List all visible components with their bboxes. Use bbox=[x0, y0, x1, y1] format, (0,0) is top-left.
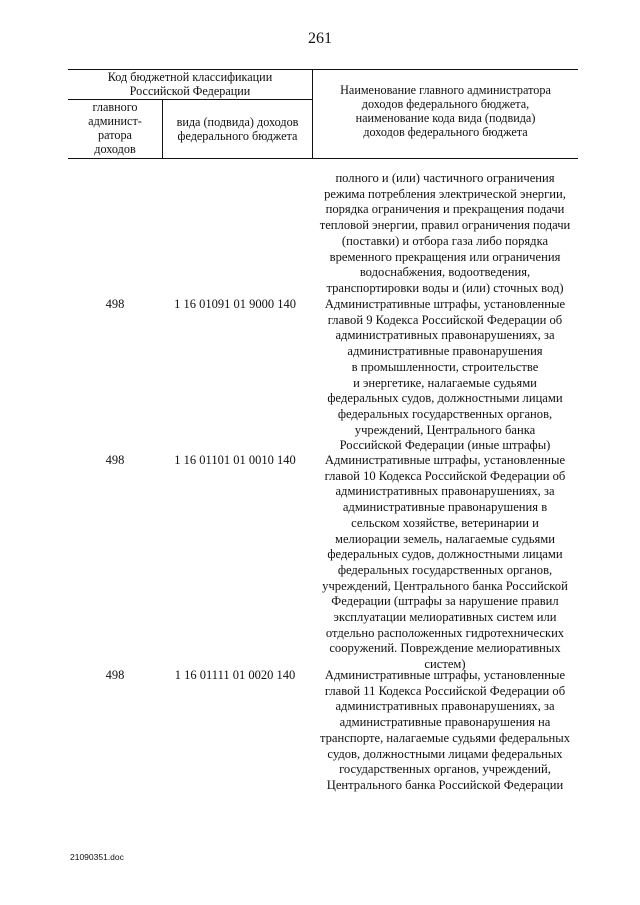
admin-code: 498 bbox=[105, 453, 125, 467]
description-line: временного прекращения или ограничения bbox=[329, 249, 561, 264]
description-line: транспорте, налагаемые судьями федеральных bbox=[319, 730, 571, 745]
description-line: систем) bbox=[424, 657, 466, 672]
table-header bbox=[68, 69, 578, 159]
header-col-admin-line: главного bbox=[92, 100, 138, 114]
header-col-kbk-line: вида (подвида) доходов bbox=[176, 115, 299, 129]
description-line: отдельно расположенных гидротехнических bbox=[325, 625, 565, 640]
description-line: главой 10 Кодекса Российской Федерации об bbox=[324, 468, 566, 483]
description-line: государственных органов, учреждений, bbox=[339, 762, 551, 777]
description-line: режима потребления электрической энергии, bbox=[324, 186, 566, 201]
admin-code: 498 bbox=[105, 297, 125, 311]
table-row-description bbox=[314, 668, 576, 794]
table-row-description bbox=[314, 297, 576, 454]
description-line: главой 9 Кодекса Российской Федерации об bbox=[327, 312, 563, 327]
description-line: тепловой энергии, правил ограничения подачи bbox=[319, 218, 571, 233]
header-group-title-line: Российской Федерации bbox=[129, 84, 251, 98]
description-line: федеральных судов, должностными лицами bbox=[327, 547, 563, 562]
header-group-title-line: Код бюджетной классификации bbox=[107, 70, 273, 84]
description-line: и энергетике, налагаемые судьями bbox=[353, 375, 537, 390]
description-line: административные правонарушения bbox=[347, 344, 543, 359]
description-line: полного и (или) частичного ограничения bbox=[335, 171, 555, 185]
header-col-name-line: Наименование главного администратора bbox=[340, 83, 551, 97]
table-row-description bbox=[314, 171, 576, 297]
description-line: федеральных судов, должностными лицами bbox=[327, 391, 563, 406]
description-line: Административные штрафы, установленные bbox=[324, 453, 566, 467]
description-line: водоснабжения, водоотведения, bbox=[359, 265, 531, 280]
description-line: главой 11 Кодекса Российской Федерации об bbox=[324, 683, 566, 698]
header-group-title bbox=[68, 70, 312, 98]
description-line: административные правонарушения на bbox=[339, 715, 551, 730]
description-line: федеральных государственных органов, bbox=[337, 562, 553, 577]
header-col-name-line: наименование кода вида (подвида) bbox=[355, 111, 536, 125]
footer-filename: 21090351.doc bbox=[70, 852, 124, 862]
admin-code: 498 bbox=[105, 668, 125, 682]
description-line: административных правонарушениях, за bbox=[335, 484, 555, 499]
description-line: административные правонарушения в bbox=[342, 500, 548, 515]
header-col-admin-line: ратора bbox=[98, 128, 132, 142]
description-line: в промышленности, строительстве bbox=[351, 359, 539, 374]
description-line: (поставки) и отбора газа либо порядка bbox=[341, 233, 549, 248]
kbk-code: 1 16 01091 01 9000 140 bbox=[174, 297, 296, 311]
header-col-admin-line: админист- bbox=[88, 114, 142, 128]
description-line: учреждений, Центрального банка bbox=[354, 422, 536, 437]
description-line: федеральных государственных органов, bbox=[337, 406, 553, 421]
description-line: сооружений. Повреждение мелиоративных bbox=[329, 641, 561, 656]
description-line: порядка ограничения и прекращения подачи bbox=[325, 202, 565, 217]
header-col-name-line: доходов федерального бюджета bbox=[363, 125, 528, 139]
description-line: Центрального банка Российской Федерации bbox=[326, 777, 564, 792]
description-line: Российской Федерации (иные штрафы) bbox=[339, 438, 551, 453]
header-col-kbk-line: федерального бюджета bbox=[177, 129, 298, 143]
description-line: административных правонарушениях, за bbox=[335, 699, 555, 714]
header-col-kbk bbox=[163, 115, 312, 143]
page-number: 261 bbox=[308, 30, 332, 47]
header-col-admin-line: доходов bbox=[94, 142, 136, 156]
table-row-description bbox=[314, 453, 576, 673]
description-line: транспортировки воды и (или) сточных вод) bbox=[326, 280, 564, 295]
description-line: учреждений, Центрального банка Российской bbox=[322, 578, 568, 593]
description-line: Административные штрафы, установленные bbox=[324, 297, 566, 311]
header-col-name-line: доходов федерального бюджета, bbox=[361, 97, 530, 111]
kbk-code: 1 16 01101 01 0010 140 bbox=[174, 453, 296, 467]
kbk-code: 1 16 01111 01 0020 140 bbox=[174, 668, 296, 682]
description-line: административных правонарушениях, за bbox=[335, 328, 555, 343]
description-line: мелиорации земель, налагаемые судьями bbox=[335, 531, 555, 546]
header-col-admin bbox=[68, 100, 162, 156]
description-line: судов, должностными лицами федеральных bbox=[327, 746, 563, 761]
description-line: сельском хозяйстве, ветеринарии и bbox=[351, 515, 539, 530]
description-line: эксплуатации мелиоративных систем или bbox=[333, 610, 557, 625]
header-col-name bbox=[313, 83, 578, 139]
description-line: Административные штрафы, установленные bbox=[324, 668, 566, 682]
description-line: Федерации (штрафы за нарушение правил bbox=[331, 594, 559, 609]
header-bottom-border bbox=[68, 158, 578, 159]
